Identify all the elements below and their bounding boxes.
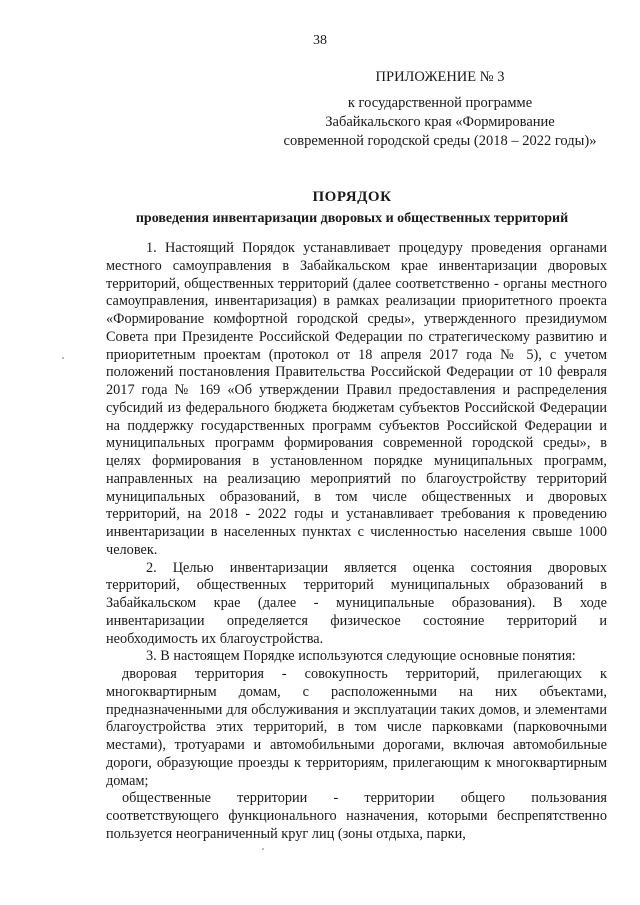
paragraph-2: 2. Целью инвентаризации является оценка состояния дворовых территорий, общественных территорий муниципальных образований в Забайкальском крае (далее - муниципальные образования). В ходе инвентаризации определяется физическое состояние территорий и необходимость их благоустройства. [106, 559, 607, 647]
definition-public: общественные территории - территории общего пользования соответствующего функционального назначения, которыми беспрепятственно пользуется неограниченный круг лиц (зоны отдыха, парки, [106, 790, 607, 842]
page-number: 38 [313, 33, 327, 48]
heading-subtitle: проведения инвентаризации дворовых и общественных территорий [135, 211, 569, 226]
paragraph-1: 1. Настоящий Порядок устанавливает процедуру проведения органами местного самоуправления в Забайкальском крае инвентаризации дворовых территорий, общественных территорий (далее соответственно - органы местного самоуправления, инвентаризация) в рамках реализации приоритетного проекта «Формирование комфортной городской среды», утвержденного президиумом Совета при Президенте Российской Федерации по стратегическому развитию и приоритетным проектам (протокол от 18 апреля 2017 года № 5), с учетом положений постановления Правительства Российской Федерации от 10 февраля 2017 года № 169 «Об утверждении Правил предоставления и распределения субсидий из федерального бюджета бюджетам субъектов Российской Федерации на поддержку государственных программ субъектов Российской Федерации и муниципальных программ формирования современной городской среды», в целях формирования в установленном порядке муниципальных программ, направленных на реализацию мероприятий по благоустройству территорий муниципальных образований, в том числе общественных и дворовых территорий, на 2018 - 2022 годы и устанавливает требования к проведению инвентаризации в населенных пунктах с численностью населения свыше 1000 человек. [106, 240, 607, 558]
appendix-line: Забайкальского края «Формирование [325, 114, 555, 130]
scan-speck [262, 848, 264, 850]
definition-courtyard: дворовая территория - совокупность территорий, прилегающих к многоквартирным домам, с расположенными на них объектами, предназначенными для обслуживания и эксплуатации таких домов, и элементами благоустройства этих территорий, в том числе парковками (парковочными местами), тротуарами и автомобильными дорогами, включая автомобильные дороги, образующие проезды к территориям, прилегающим к многоквартирным домам; [106, 666, 607, 789]
appendix-line: к государственной программе [347, 95, 533, 111]
document-heading [96, 188, 608, 228]
paragraph-3: 3. В настоящем Порядке используются следующие основные понятия: [146, 648, 576, 665]
appendix-title: ПРИЛОЖЕНИЕ № 3 [375, 69, 505, 85]
heading-title: ПОРЯДОК [312, 189, 392, 205]
appendix-block [270, 68, 610, 151]
appendix-line: современной городской среды (2018 – 2022 годы)» [283, 133, 597, 149]
scan-speck [62, 357, 64, 359]
document-body [106, 240, 607, 844]
